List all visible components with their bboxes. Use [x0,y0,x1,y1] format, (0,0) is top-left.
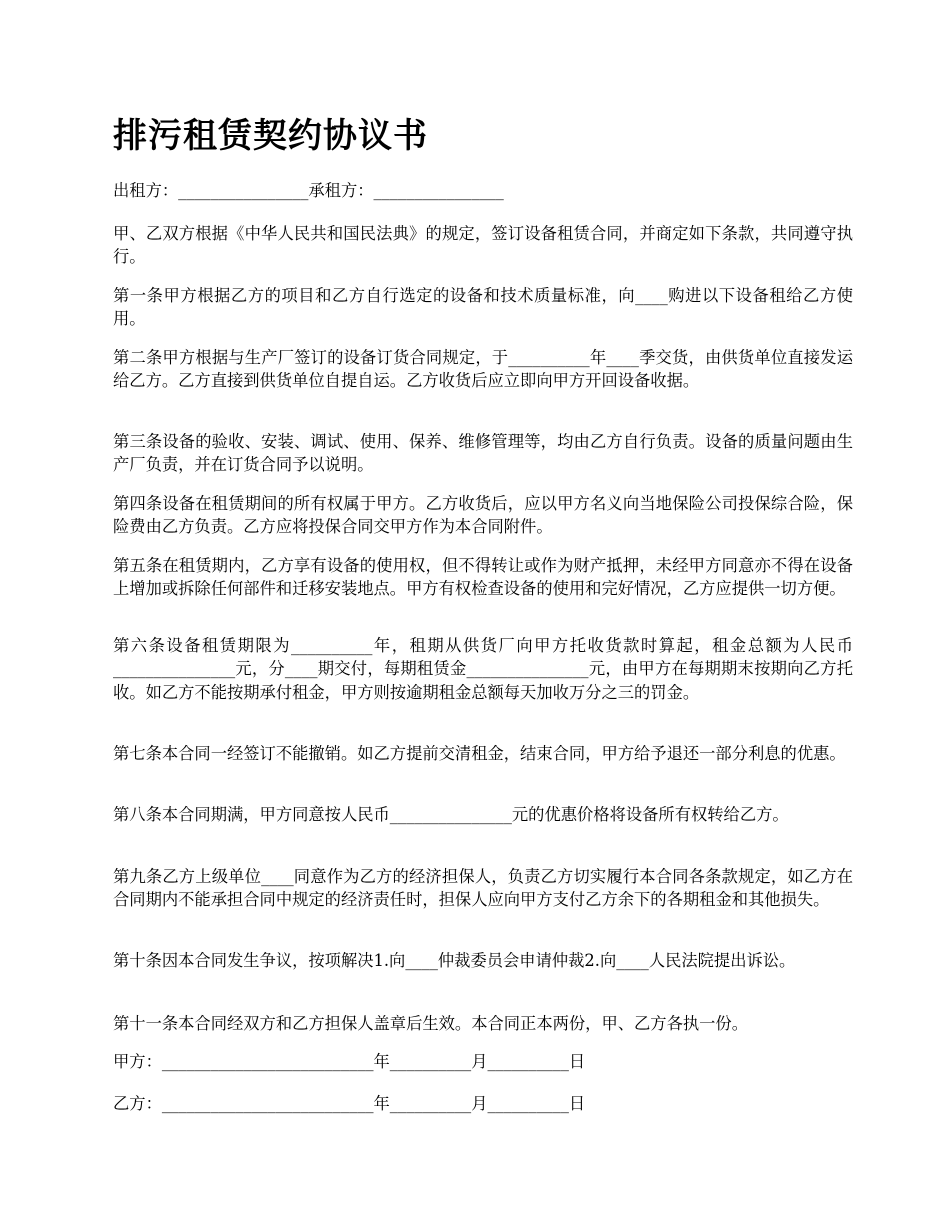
article-6-paragraph: 第六条设备租赁期限为__________年，租期从供货厂向甲方托收货款时算起，租金总额为人民币_______________元，分____期交付，每期租赁金_______________元，由甲方在每期期末按期向乙方托收。如乙方不能按期承付租金，甲方则按逾期租金总额每天加收万分之三的罚金。 [113,636,853,702]
article-2-paragraph: 第二条甲方根据与生产厂签订的设备订货合同规定，于__________年____季交货，由供货单位直接发运给乙方。乙方直接到供货单位自提自运。乙方收货后应立即向甲方开回设备收据。 [113,348,853,391]
party-a-signature-line: 甲方：__________________________年__________月__________日 [113,1052,586,1071]
article-3-paragraph: 第三条设备的验收、安装、调试、使用、保养、维修管理等，均由乙方自行负责。设备的质量问题由生产厂负责，并在订货合同予以说明。 [113,432,853,475]
preamble-paragraph: 甲、乙双方根据《中华人民共和国民法典》的规定，签订设备租赁合同，并商定如下条款，共同遵守执行。 [113,224,853,267]
document-title: 排污租赁契约协议书 [113,116,428,156]
article-10-paragraph: 第十条因本合同发生争议，按项解决1.向____仲裁委员会申请仲裁2.向____人民法院提出诉讼。 [113,951,796,970]
article-7-paragraph: 第七条本合同一经签订不能撤销。如乙方提前交清租金，结束合同，甲方给予退还一部分利息的优惠。 [113,744,846,763]
article-9-paragraph: 第九条乙方上级单位____同意作为乙方的经济担保人，负责乙方切实履行本合同各条款规定，如乙方在合同期内不能承担合同中规定的经济责任时，担保人应向甲方支付乙方余下的各期租金和其他损失。 [113,867,853,910]
party-b-signature-line: 乙方：__________________________年__________月__________日 [113,1094,586,1113]
article-8-paragraph: 第八条本合同期满，甲方同意按人民币_______________元的优惠价格将设备所有权转给乙方。 [113,805,789,824]
article-5-paragraph: 第五条在租赁期内，乙方享有设备的使用权，但不得转让或作为财产抵押，未经甲方同意亦不得在设备上增加或拆除任何部件和迁移安装地点。甲方有权检查设备的使用和完好情况，乙方应提供一切方便。 [113,556,853,599]
article-4-paragraph: 第四条设备在租赁期间的所有权属于甲方。乙方收货后，应以甲方名义向当地保险公司投保综合险，保险费由乙方负责。乙方应将投保合同交甲方作为本合同附件。 [113,494,853,537]
parties-line: 出租方：________________承租方：________________ [113,181,504,200]
article-11-paragraph: 第十一条本合同经双方和乙方担保人盖章后生效。本合同正本两份，甲、乙方各执一份。 [113,1014,748,1033]
article-1-paragraph: 第一条甲方根据乙方的项目和乙方自行选定的设备和技术质量标准，向____购进以下设备租给乙方使用。 [113,286,853,329]
